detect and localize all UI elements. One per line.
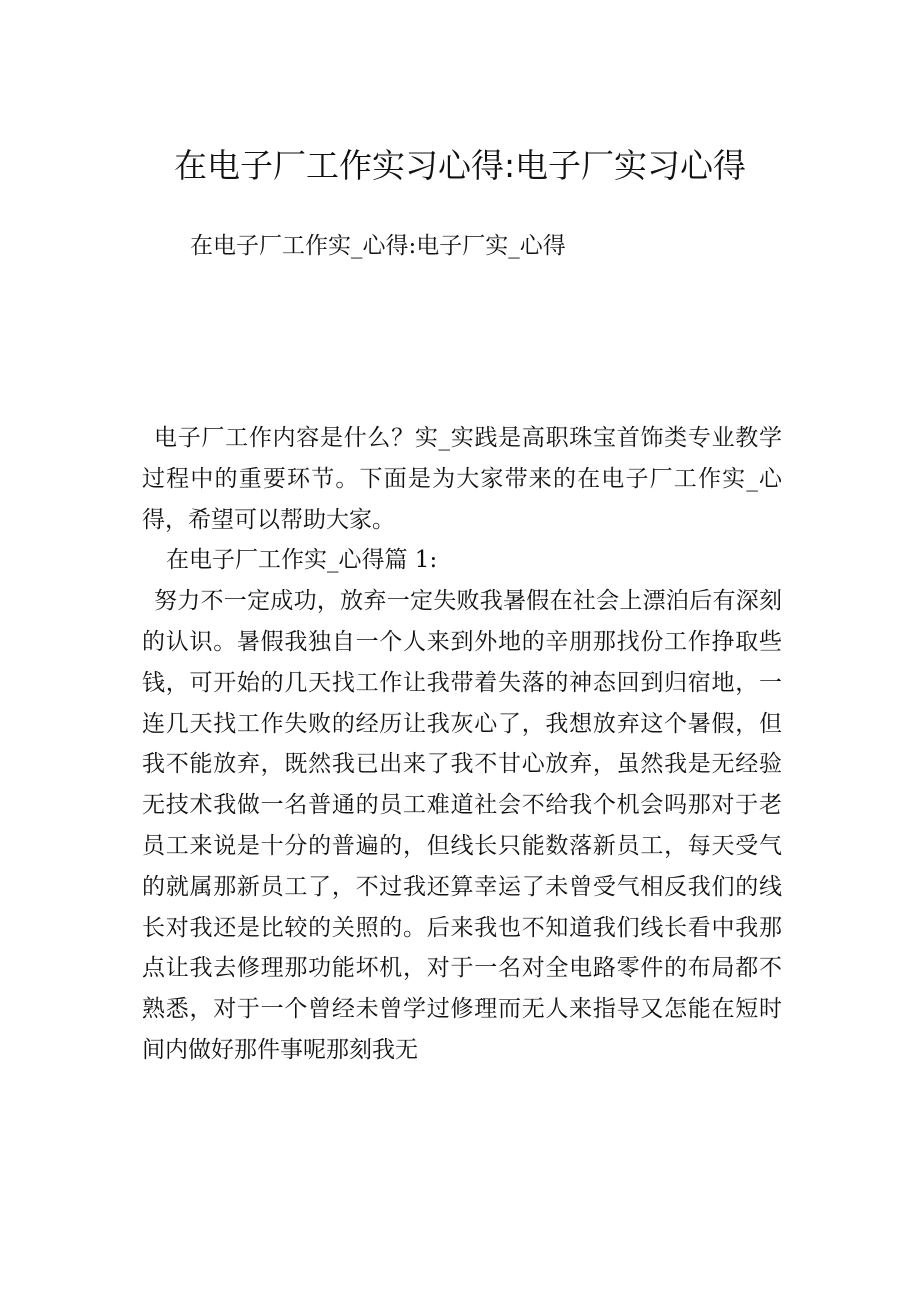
document-title: 在电子厂工作实习心得:电子厂实习心得 xyxy=(173,146,747,185)
section-heading: 在电子厂工作实_心得篇 1: xyxy=(166,547,438,574)
body-paragraph: 努力不一定成功，放弃一定失败我暑假在社会上漂泊后有深刻的认识。暑假我独自一个人来到外地的辛朋那找份工作挣取些钱，可开始的几天找工作让我带着失落的神态回到归宿地，一连几天找工作失败的经历让我灰心了，我想放弃这个暑假，但我不能放弃，既然我已出来了我不甘心放弃，虽然我是无经验无技术我做一名普通的员工难道社会不给我个机会吗那对于老员工来说是十分的普遍的，但线长只能数落新员工，每天受气的就属那新员工了，不过我还算幸运了未曾受气相反我们的线长对我还是比较的关照的。后来我也不知道我们线长看中我那点让我去修理那功能坏机，对于一名对全电路零件的布局都不熟悉，对于一个曾经未曾学过修理而无人来指导又怎能在短时间内做好那件事呢那刻我无 xyxy=(142,588,782,1063)
document-subtitle: 在电子厂工作实_心得:电子厂实_心得 xyxy=(190,233,566,259)
intro-paragraph: 电子厂工作内容是什么？实_实践是高职珠宝首饰类专业教学过程中的重要环节。下面是为大家带来的在电子厂工作实_心得，希望可以帮助大家。 xyxy=(142,425,782,533)
document-body xyxy=(142,418,782,1071)
